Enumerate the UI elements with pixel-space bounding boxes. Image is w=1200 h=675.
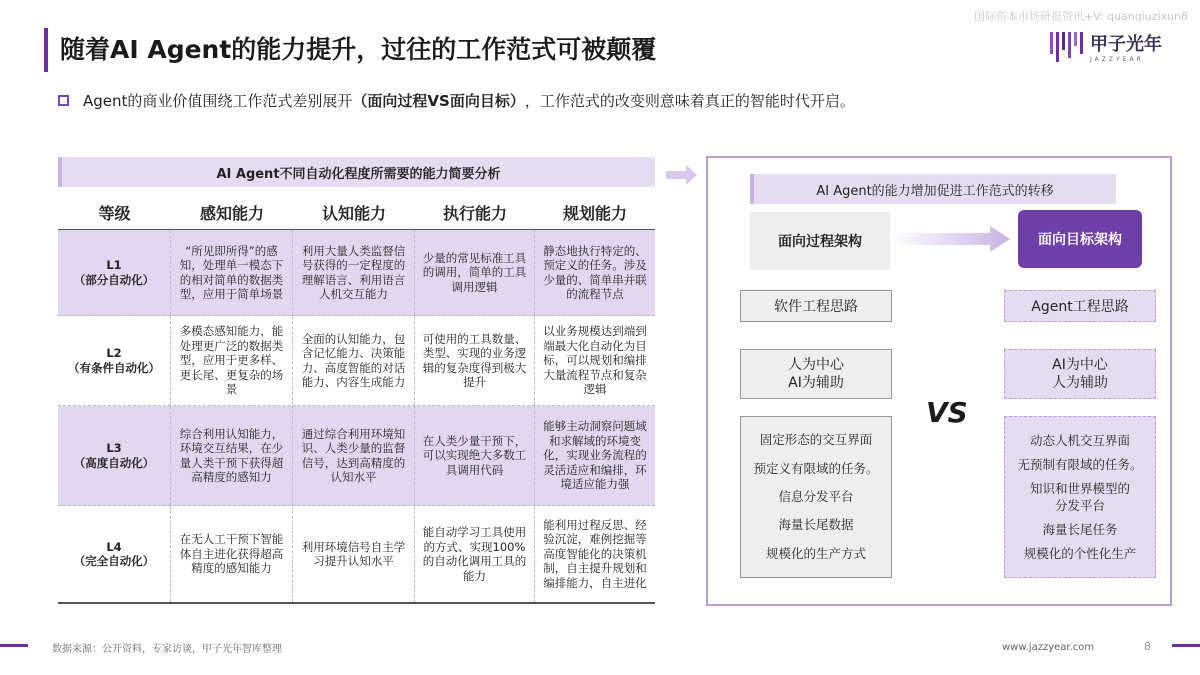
planning-cell: 静态地执行特定的、预定义的任务。涉及少量的、简单串并联的流程节点 (543, 243, 647, 301)
perception-cell: 多模态感知能力，能处理更广泛的数据类型，应用于更多样、更长尾、更复杂的场景 (171, 316, 293, 405)
process-features-list (740, 416, 892, 578)
cognition-cell: 通过综合利用环境知识、人类少量的监督信号，达到高精度的认知水平 (293, 406, 415, 505)
list-item: 预定义有限域的任务。 (753, 460, 879, 476)
level-code: L1 (106, 258, 122, 272)
process-architecture-box: 面向过程架构 (750, 212, 890, 270)
cognition-cell: 利用环境信号自主学习提升认知水平 (293, 506, 415, 602)
website-link[interactable]: www.jazzyear.com (1002, 642, 1095, 653)
level-cell (58, 230, 171, 315)
level-desc: （部分自动化） (73, 272, 155, 287)
level-desc: （高度自动化） (73, 455, 155, 470)
execution-cell: 少量的常见标准工具的调用，简单的工具调用逻辑 (415, 230, 535, 315)
human-center-box (740, 349, 892, 399)
col-perception: 感知能力 (199, 204, 264, 223)
col-execution: 执行能力 (442, 204, 507, 223)
perception-cell: 在无人工干预下智能体自主进化获得超高精度的感知能力 (171, 506, 293, 602)
subtitle-post: ，工作范式的改变则意味着真正的智能时代开启。 (524, 92, 855, 110)
execution-cell: 能自动学习工具使用的方式、实现100%的自动化调用工具的能力 (415, 506, 535, 602)
goal-architecture-box: 面向目标架构 (1018, 210, 1142, 268)
table-row (58, 406, 655, 506)
list-item: 无预制有限域的任务。 (1017, 457, 1143, 472)
table-row (58, 316, 655, 406)
list-item: 动态人机交互界面 (1029, 433, 1130, 448)
subtitle (58, 90, 855, 111)
col-planning: 规划能力 (562, 204, 627, 223)
level-code: L4 (106, 539, 122, 554)
footer-accent-left (0, 644, 28, 647)
list-item: 规模化的生产方式 (765, 545, 866, 561)
capability-table (58, 157, 655, 604)
planning-cell: 能够主动洞察问题域和求解域的环境变化，实现业务流程的灵活适应和编排，环境适应能力强 (543, 419, 647, 492)
perception-cell: 综合利用认知能力，环境交互结果，在少量人类干预下获得超高精度的感知力 (171, 406, 293, 505)
planning-cell: 以业务规模达到端到端最大化自动化为目标，可以规划和编排大量流程节点和复杂逻辑 (543, 324, 647, 397)
agent-thinking-label: Agent工程思路 (1031, 299, 1129, 315)
perception-cell: “所见即所得”的感知，处理单一模态下的相对简单的数据类型，应用于简单场景 (171, 230, 293, 315)
level-cell (58, 316, 171, 405)
gradient-arrow-icon (890, 226, 1010, 252)
title-accent-bar (44, 28, 48, 72)
logo-bars-icon (1048, 28, 1086, 68)
footer-accent-right (1172, 644, 1200, 647)
square-bullet-icon (58, 95, 69, 106)
human-center-line1: 人为中心 (788, 357, 844, 373)
level-code: L3 (106, 441, 122, 455)
cognition-cell: 全面的认知能力，包含记忆能力、决策能力、高度智能的对话能力、内容生成能力 (293, 316, 415, 405)
table-columns (58, 196, 655, 230)
ai-center-box (1004, 349, 1156, 399)
right-arrow-icon (666, 163, 698, 187)
list-item: 规模化的个性化生产 (1023, 546, 1137, 561)
col-level: 等级 (98, 204, 131, 223)
ai-center-line2: 人为辅助 (1052, 375, 1108, 391)
level-desc: （有条件自动化） (68, 360, 160, 375)
level-desc: （完全自动化） (73, 554, 155, 568)
col-cognition: 认知能力 (321, 204, 386, 223)
subtitle-pre: Agent的商业价值围绕工作范式差别展开 (83, 92, 353, 110)
list-item: 海量长尾数据 (778, 517, 854, 533)
execution-cell: 在人类少量干预下，可以实现绝大多数工具调用代码 (415, 406, 535, 505)
list-item: 知识和世界模型的分发平台 (1029, 481, 1130, 513)
paradigm-shift-panel (706, 156, 1172, 606)
software-thinking-label: 软件工程思路 (774, 299, 858, 315)
level-code: L2 (106, 346, 122, 360)
page-title: 随着AI Agent的能力提升，过往的工作范式可被颠覆 (60, 35, 657, 64)
list-item: 海量长尾任务 (1042, 522, 1118, 537)
execution-cell: 可使用的工具数量、类型、实现的业务逻辑的复杂度得到极大提升 (415, 316, 535, 405)
cognition-cell: 利用大量人类监督信号获得的一定程度的理解语言、利用语言人机交互能力 (293, 230, 415, 315)
goal-features-list (1004, 416, 1156, 578)
logo-sub: JAZZYEAR (1090, 56, 1144, 63)
ai-center-line1: AI为中心 (1052, 357, 1108, 373)
list-item: 固定形态的交互界面 (759, 432, 873, 448)
level-cell (58, 506, 171, 602)
planning-cell: 能利用过程反思、经验沉淀，难例挖掘等高度智能化的决策机制，自主提升规划和编排能力，自主进化 (543, 517, 647, 590)
data-source: 数据来源：公开资料，专家访谈，甲子光年智库整理 (52, 644, 282, 655)
logo-name: 甲子光年 (1090, 34, 1162, 55)
panel-header: AI Agent的能力增加促进工作范式的转移 (750, 174, 1116, 204)
vs-label: VS (926, 396, 968, 429)
table-header: AI Agent不同自动化程度所需要的能力简要分析 (58, 157, 655, 187)
table-row (58, 506, 655, 604)
table-row (58, 230, 655, 316)
top-watermark: 国际资本市场研报资讯+V: quanqiuzixun8 (973, 10, 1188, 23)
software-thinking-box (740, 290, 892, 322)
list-item: 信息分发平台 (778, 488, 854, 504)
human-center-line2: AI为辅助 (788, 375, 844, 391)
jazzyear-logo (1048, 28, 1163, 68)
level-cell (58, 406, 171, 505)
agent-thinking-box (1004, 290, 1156, 322)
page-number: 8 (1144, 640, 1151, 653)
subtitle-bold: （面向过程VS面向目标） (352, 92, 525, 110)
